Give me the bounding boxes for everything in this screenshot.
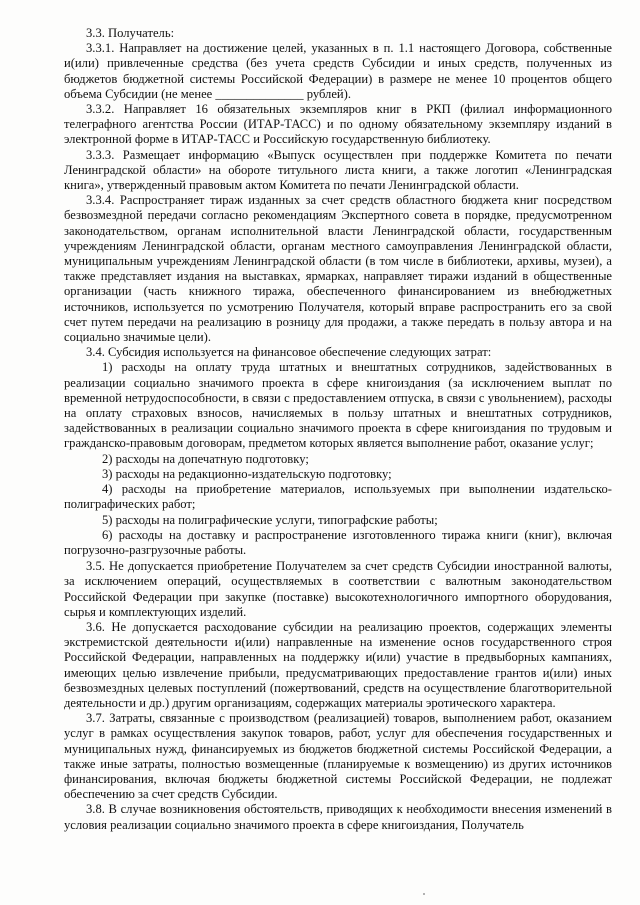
- list-item-3: 3) расходы на редакционно-издательскую подготовку;: [102, 466, 392, 481]
- paragraph-3-8: 3.8. В случае возникновения обстоятельств, приводящих к необходимости внесения изменений в условия реализации социально значимого проекта в сфере книгоиздания, Получатель: [64, 802, 612, 832]
- paragraph-3-7: 3.7. Затраты, связанные с производством (реализацией) товаров, выполнением работ, оказанием услуг в рамках осуществления закупок товаров, работ, услуг для обеспечения государственных и муниципальных нужд, финансируемых из бюджетов бюджетной системы Российской Федерации, а также иные затраты, полностью возмещенные (планируемые к возмещению) из других источников финансирования, включая бюджеты бюджетной системы Российской Федерации, не подлежат обеспечению за счет средств Субсидии.: [64, 711, 612, 802]
- scan-speck: [423, 893, 425, 895]
- paragraph-3-4: 3.4. Субсидия используется на финансовое обеспечение следующих затрат:: [86, 345, 492, 360]
- document-body: [64, 26, 612, 833]
- paragraph-3-5: 3.5. Не допускается приобретение Получателем за счет средств Субсидии иностранной валюты, за исключением операций, осуществляемых в соответствии с валютным законодательством Российской Федерации при закупке (поставке) высокотехнологичного импортного оборудования, сырья и комплектующих изделий.: [64, 559, 612, 619]
- list-item-1: 1) расходы на оплату труда штатных и внештатных сотрудников, задействованных в реализации социально значимого проекта в сфере книгоиздания (за исключением выплат по временной нетрудоспособности, в связи с предоставлением отпуска, в связи с увольнением), расходы на оплату страховых взносов, начисляемых в пользу штатных и внештатных сотрудников, задействованных в реализации социально значимого проекта в сфере книгоиздания по трудовым и гражданско-правовым договорам, предметом которых является выполнение работ, оказание услуг;: [64, 360, 612, 451]
- list-item-5: 5) расходы на полиграфические услуги, типографские работы;: [102, 512, 438, 527]
- section-heading-3-3: 3.3. Получатель:: [86, 26, 175, 40]
- list-item-6: 6) расходы на доставку и распространение изготовленного тиража книги (книг), включая погрузочно-разгрузочные работы.: [64, 527, 612, 557]
- paragraph-3-3-3: 3.3.3. Размещает информацию «Выпуск осуществлен при поддержке Комитета по печати Ленинградской области» на обороте титульного листа книги, а также логотип «Ленинградская книга», утвержденный правовым актом Комитета по печати Ленинградской области.: [64, 147, 612, 193]
- paragraph-3-3-2: 3.3.2. Направляет 16 обязательных экземпляров книг в РКП (филиал информационного телеграфного агентства России (ИТАР-ТАСС) и по одному обязательному экземпляру изданий в электронной форме в ИТАР-ТАСС и Российскую государственную библиотеку.: [64, 102, 612, 147]
- paragraph-3-6: 3.6. Не допускается расходование субсидии на реализацию проектов, содержащих элементы экстремистской деятельности и(или) направленные на изменение основ государственного строя Российской Федерации, направленных на поддержку и(или) участие в предвыборных кампаниях, имеющих целью извлечение прибыли, предусматривающих предоставление грантов и(или) иных безвозмездных целевых поступлений (пожертвований, средств на осуществление благотворительной деятельности и др.) другим организациям, содержащих материалы эротического характера.: [64, 619, 612, 710]
- paragraph-3-3-4: 3.3.4. Распространяет тираж изданных за счет средств областного бюджета книг посредством безвозмездной передачи согласно рекомендациям Экспертного совета в порядке, предусмотренном законодательством, органам исполнительной власти Ленинградской области, государственным учреждениям Ленинградской области, органам местного самоуправления Ленинградской области, муниципальным учреждениям Ленинградской области (в том числе в библиотеки, архивы, музеи), а также представляет издания на выставках, ярмарках, направляет тиражи изданий в общественные организации (часть книжного тиража, обеспеченного финансированием из внебюджетных источников, используется по усмотрению Получателя, который вправе распространить его за свой счет путем передачи на реализацию в розницу для продажи, а также передать в пользу автора и на социально значимые цели).: [64, 193, 612, 345]
- paragraph-3-3-1: 3.3.1. Направляет на достижение целей, указанных в п. 1.1 настоящего Договора, собственные и(или) привлеченные средства (без учета средств Субсидии и иных средств, полученных из бюджетов бюджетной системы Российской Федерации) в размере не менее 10 процентов общего объема Субсидии (не менее ______________ рублей).: [64, 41, 612, 101]
- list-item-2: 2) расходы на допечатную подготовку;: [102, 451, 309, 466]
- list-item-4: 4) расходы на приобретение материалов, используемых при выполнении издательско-полиграфических работ;: [64, 482, 612, 512]
